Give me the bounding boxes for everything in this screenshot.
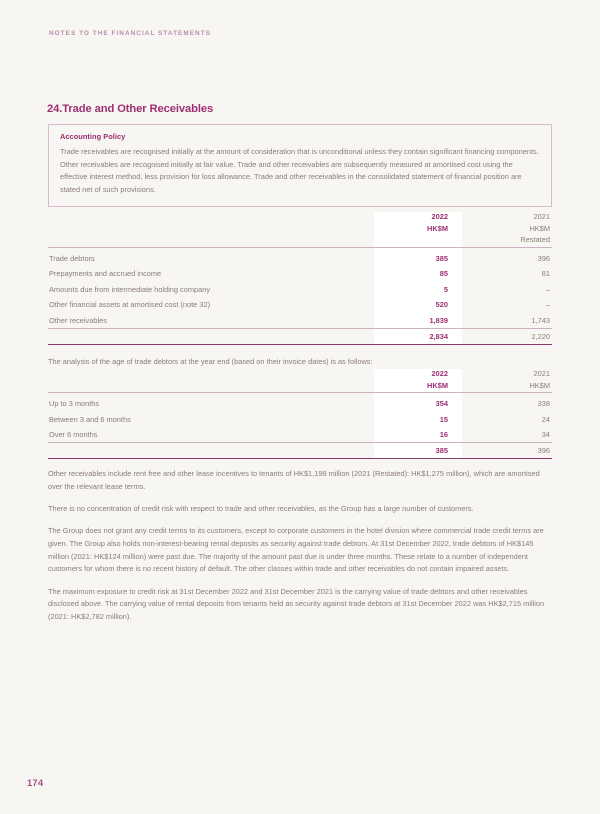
table-trade-and-other-receivables (48, 212, 552, 345)
row-value-2021: 24 (541, 414, 550, 424)
page-title: 24.Trade and Other Receivables (47, 103, 214, 115)
page-number: 174 (27, 777, 44, 788)
row-value-2022: 385 (374, 251, 462, 267)
row-label: Trade debtors (49, 253, 95, 263)
header-cell-2022-unit: HK$M (374, 381, 462, 393)
header-cell-2021-unit: HK$M (529, 380, 550, 390)
total-value-2021: 396 (537, 446, 550, 456)
table-row (48, 412, 552, 428)
row-value-2021: – (545, 300, 550, 310)
row-value-2022: 5 (374, 282, 462, 298)
table-row (48, 297, 552, 313)
row-value-2022: 1,839 (374, 313, 462, 329)
row-label: Other financial assets at amortised cost (note 32) (49, 300, 211, 310)
row-label: Up to 3 months (49, 399, 100, 409)
table-row (48, 282, 552, 298)
header-cell-label (48, 369, 374, 381)
table-trade-debtors-aging (48, 369, 552, 459)
header-cell-blank (48, 381, 374, 393)
row-value-2021: 34 (541, 430, 550, 440)
header-cell-blank (48, 224, 374, 236)
accounting-policy-text: Trade receivables are recognised initially at the amount of consideration that is unconditional unless they contain significant financing components. Other receivables are recognised initially at fair value. Trade and other receivables are subsequently measured at amortised cost using the effective interest method, less provision for loss allowance. Trade and other receivables in the consolidated statement of financial position are stated net of such provisions. (60, 147, 539, 195)
table-total-row (48, 329, 552, 345)
header-cell-2022-year: 2022 (374, 369, 462, 381)
row-value-2021: 1,743 (531, 315, 550, 325)
paragraph-lease-incentives: Other receivables include rent free and other lease incentives to tenants of HK$1,198 million (2021 (Restated): HK$1,275 million), which are amortised over the relevant lease terms. (48, 469, 540, 491)
notes-body (48, 468, 552, 633)
header-cell-2021-year: 2021 (533, 369, 550, 378)
header-cell-2022-note (374, 235, 462, 247)
table-row (48, 266, 552, 282)
table-row (48, 251, 552, 267)
table-bottom-rule (48, 459, 552, 460)
accounting-policy-box (48, 124, 552, 207)
header-cell-2021-year: 2021 (533, 212, 550, 221)
row-value-2021: 81 (541, 269, 550, 279)
paragraph-credit-terms: The Group does not grant any credit terms to its customers, except to corporate customers in the hotel division where commercial trade credit terms are given. The Group also holds non-interest-bearing rental deposits as security against trade debtors. At 31st December 2022, trade debtors of HK$145 million (2021: HK$124 million) were past due. The majority of the amount past due is under three months. These relate to a number of independent customers for whom there is no recent history of default. The other classes within trade and other receivables do not contain impaired assets. (48, 526, 544, 574)
row-label: Over 6 months (49, 430, 98, 440)
header-cell-2022-unit: HK$M (374, 224, 462, 236)
running-head: NOTES TO THE FINANCIAL STATEMENTS (49, 30, 211, 37)
row-label: Amounts due from intermediate holding company (49, 284, 211, 294)
table-header-row (48, 369, 552, 381)
table-row (48, 396, 552, 412)
row-value-2022: 520 (374, 297, 462, 313)
table-row (48, 427, 552, 443)
total-label (48, 443, 374, 459)
row-label: Prepayments and accrued income (49, 269, 162, 279)
row-value-2021: 338 (537, 399, 550, 409)
table-header-note-row (48, 235, 552, 247)
table-header-unit-row (48, 224, 552, 236)
row-value-2022: 354 (374, 396, 462, 412)
row-value-2021: – (545, 284, 550, 294)
table-bottom-rule (48, 345, 552, 346)
total-value-2021: 2,220 (531, 331, 550, 341)
paragraph-maximum-exposure: The maximum exposure to credit risk at 31st December 2022 and 31st December 2021 is the carrying value of trade debtors and other receivables disclosed above. The carrying value of rental deposits from tenants held as security against trade debtors at 31st December 2022 was HK$2,715 million (2021: HK$2,782 million). (48, 586, 545, 622)
row-label: Other receivables (49, 315, 107, 325)
table-total-row (48, 443, 552, 459)
table-header-row (48, 212, 552, 224)
header-cell-2022-year: 2022 (374, 212, 462, 224)
accounting-policy-heading: Accounting Policy (60, 132, 126, 141)
header-cell-2021-note: Restated (520, 235, 550, 245)
header-cell-2021-unit: HK$M (529, 223, 550, 233)
header-cell-label (48, 212, 374, 224)
row-label: Between 3 and 6 months (49, 414, 131, 424)
total-label (48, 329, 374, 345)
row-value-2022: 85 (374, 266, 462, 282)
row-value-2021: 396 (537, 253, 550, 263)
total-value-2022: 2,834 (374, 329, 462, 345)
total-value-2022: 385 (374, 443, 462, 459)
header-cell-blank-2 (48, 235, 374, 247)
paragraph-credit-risk-concentration: There is no concentration of credit risk with respect to trade and other receivables, as the Group has a large number of customers. (48, 503, 474, 513)
table-header-unit-row (48, 381, 552, 393)
aging-lead-in-text: The analysis of the age of trade debtors at the year end (based on their invoice dates) is as follows: (48, 357, 373, 366)
table-row (48, 313, 552, 329)
row-value-2022: 15 (374, 412, 462, 428)
row-value-2022: 16 (374, 427, 462, 443)
